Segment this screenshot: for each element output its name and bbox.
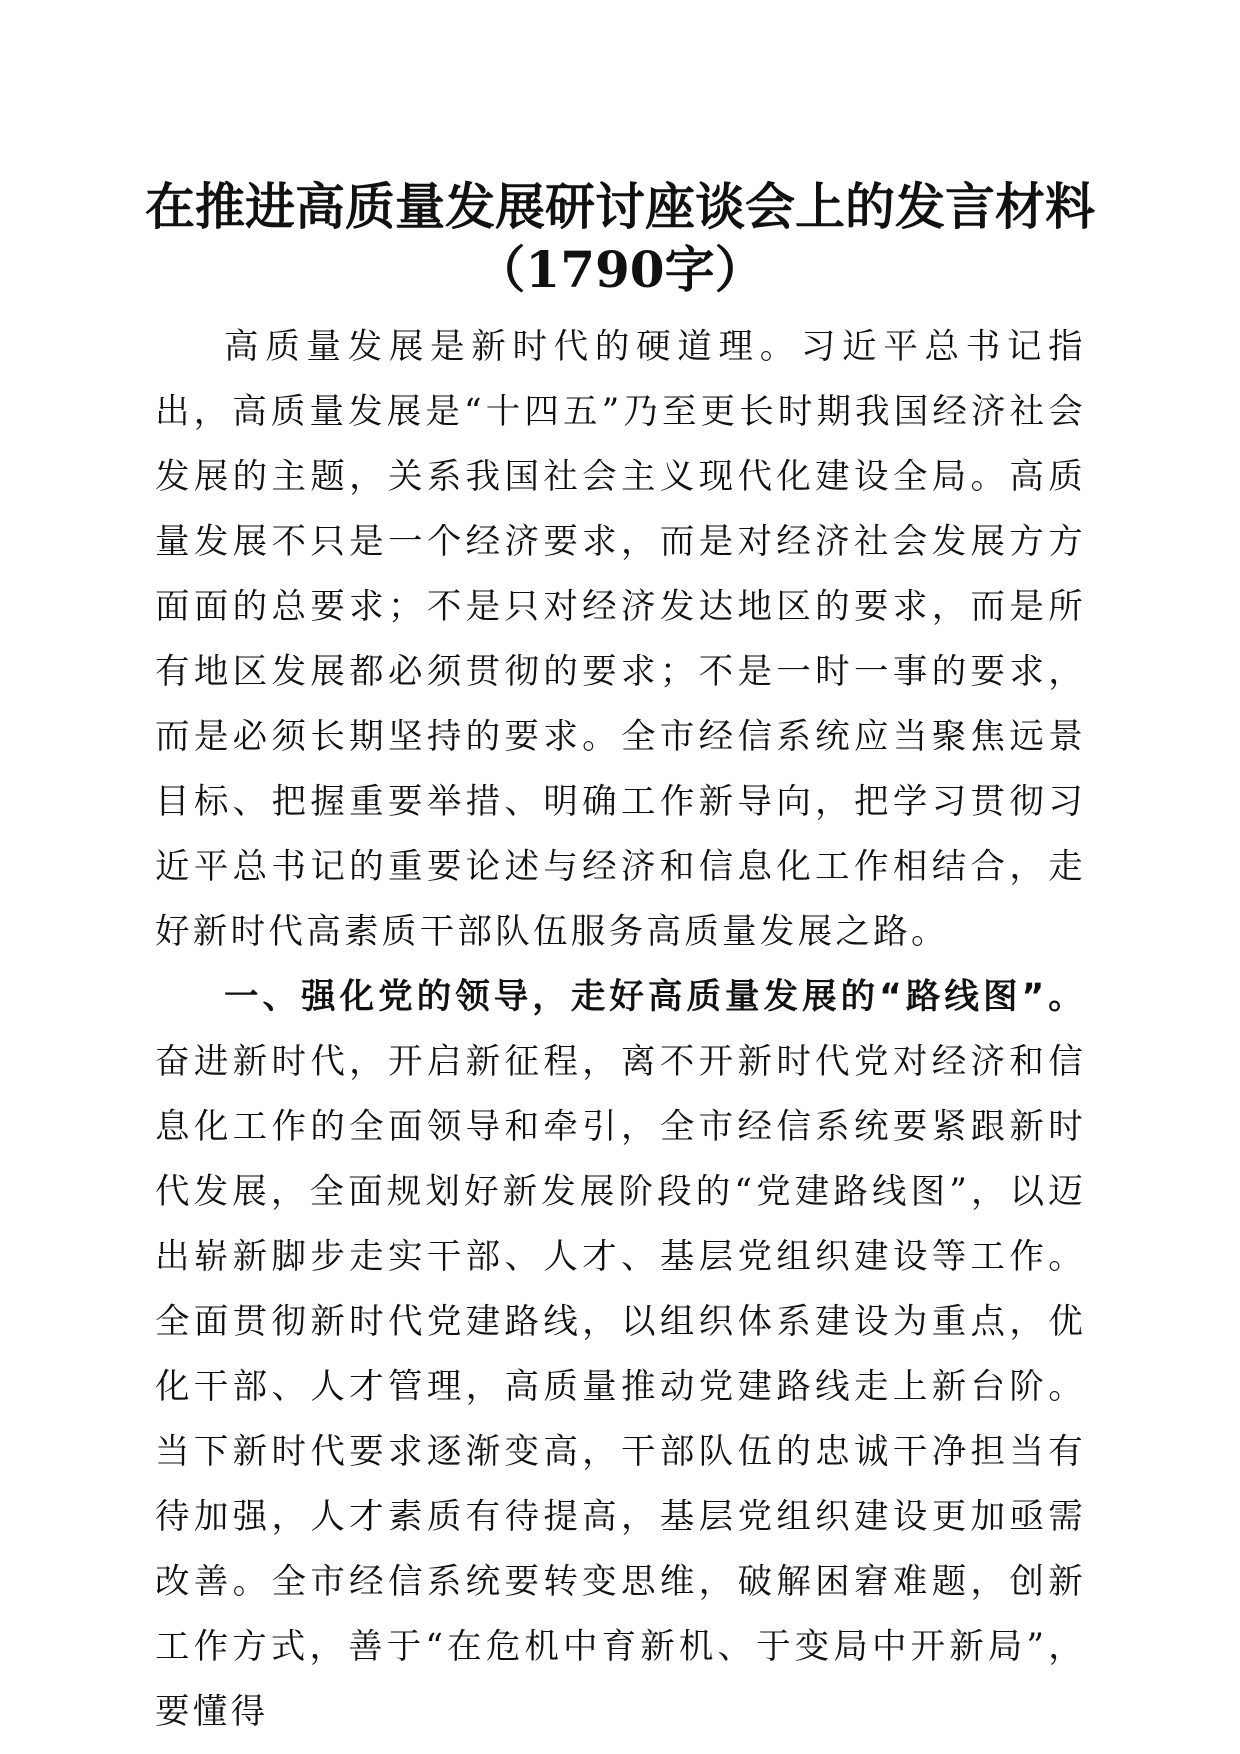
document-body (155, 315, 1086, 1745)
section-one-text: 奋进新时代，开启新征程，离不开新时代党对经济和信息化工作的全面领导和牵引，全市经信系统要紧跟新时代发展，全面规划好新发展阶段的“党建路线图”，以迈出崭新脚步走实干部、人才、基层党组织建设等工作。全面贯彻新时代党建路线，以组织体系建设为重点，优化干部、人才管理，高质量推动党建路线走上新台阶。当下新时代要求逐渐变高，干部队伍的忠诚干净担当有待加强，人才素质有待提高，基层党组织建设更加亟需改善。全市经信系统要转变思维，破解困窘难题，创新工作方式，善于“在危机中育新机、于变局中开新局”，要懂得 (155, 1042, 1086, 1732)
intro-paragraph-text: 高质量发展是新时代的硬道理。习近平总书记指出，高质量发展是“十四五”乃至更长时期我国经济社会发展的主题，关系我国社会主义现代化建设全局。高质量发展不只是一个经济要求，而是对经济社会发展方方面面的总要求；不是只对经济发达地区的要求，而是所有地区发展都必须贯彻的要求；不是一时一事的要求，而是必须长期坚持的要求。全市经信系统应当聚焦远景目标、把握重要举措、明确工作新导向，把学习贯彻习近平总书记的重要论述与经济和信息化工作相结合，走好新时代高素质干部队伍服务高质量发展之路。 (155, 327, 1086, 952)
section-one-paragraph (155, 965, 1086, 1745)
word-count-subtitle: （1790字） (475, 240, 765, 299)
document-title: 在推进高质量发展研讨座谈会上的发言材料 (145, 177, 1095, 236)
intro-paragraph (155, 315, 1086, 965)
section-one-heading: 一、强化党的领导，走好高质量发展的“路线图”。 (224, 977, 1086, 1017)
